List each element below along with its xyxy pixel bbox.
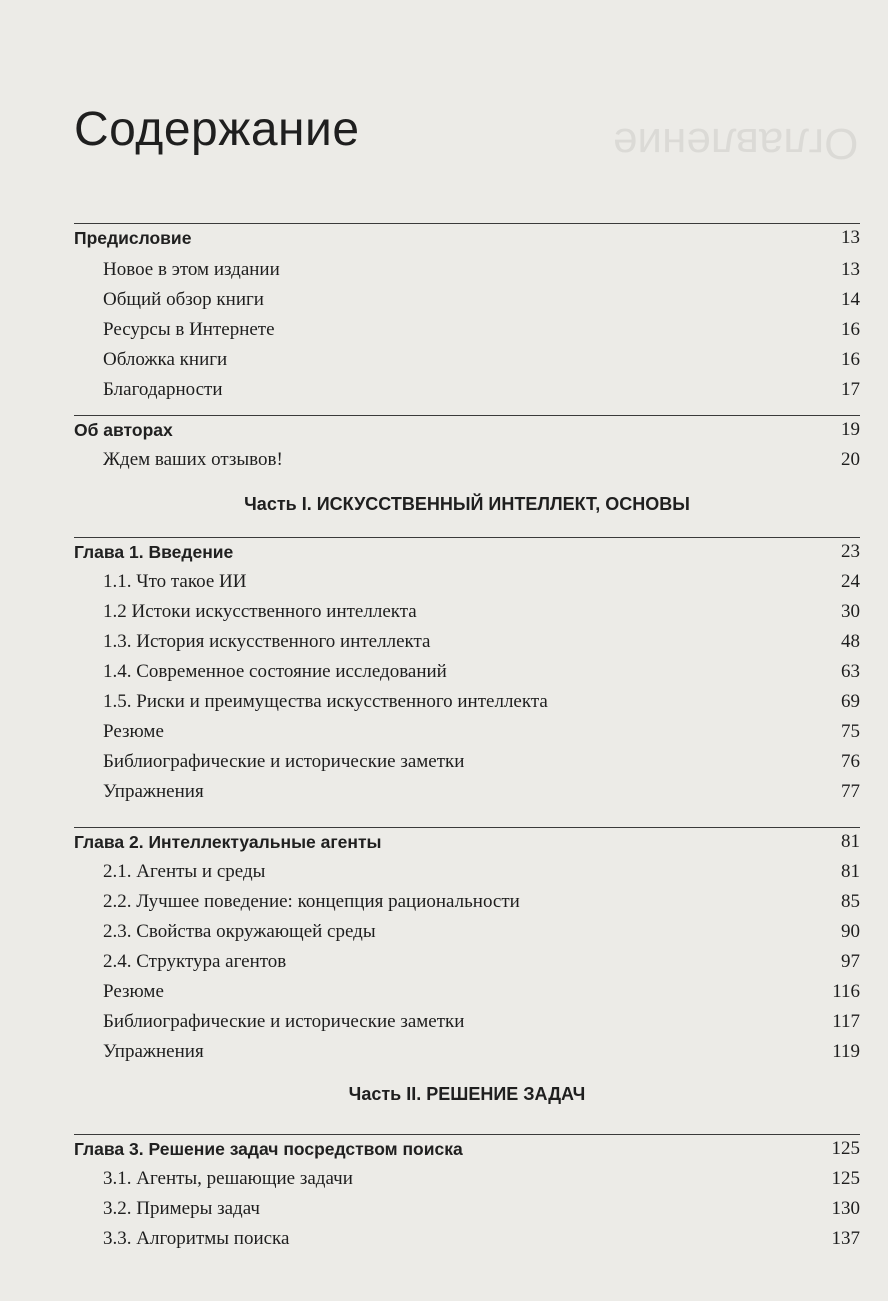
toc-chapter-entry[interactable] xyxy=(74,413,860,441)
page-number: 117 xyxy=(832,1011,860,1032)
page-number: 90 xyxy=(841,921,860,942)
page-number: 16 xyxy=(841,319,860,340)
entry-title: Глава 1. Введение xyxy=(74,542,234,562)
page-number: 119 xyxy=(832,1041,860,1062)
page-number: 81 xyxy=(841,861,860,882)
page-number: 30 xyxy=(841,601,860,622)
toc-chapter-entry[interactable] xyxy=(74,535,860,563)
entry-title: Об авторах xyxy=(74,420,173,440)
bleed-through-watermark: Оглавление xyxy=(612,119,858,168)
entry-title: 3.3. Алгоритмы поиска xyxy=(103,1228,290,1249)
page-number: 137 xyxy=(831,1228,860,1249)
entry-title: Предисловие xyxy=(74,228,192,248)
toc-section-entry[interactable] xyxy=(74,283,860,311)
entry-title: Резюме xyxy=(103,981,164,1002)
entry-title: Общий обзор книги xyxy=(103,289,264,310)
entry-title: 2.3. Свойства окружающей среды xyxy=(103,921,376,942)
toc-section-entry[interactable] xyxy=(74,1162,860,1190)
toc-section-entry[interactable] xyxy=(74,343,860,371)
entry-title: Ждем ваших отзывов! xyxy=(103,449,283,470)
page-number: 69 xyxy=(841,691,860,712)
toc-section-entry[interactable] xyxy=(74,443,860,471)
toc-section-entry[interactable] xyxy=(74,1222,860,1250)
toc-section-entry[interactable] xyxy=(74,1035,860,1063)
toc-section-entry[interactable] xyxy=(74,945,860,973)
entry-title: 2.1. Агенты и среды xyxy=(103,861,266,882)
page-number: 76 xyxy=(841,751,860,772)
entry-title: Библиографические и исторические заметки xyxy=(103,1011,465,1032)
toc-section-entry[interactable] xyxy=(74,655,860,683)
entry-title: Упражнения xyxy=(103,781,204,802)
page-number: 14 xyxy=(841,289,860,310)
toc-section-entry[interactable] xyxy=(74,745,860,773)
page-number: 19 xyxy=(841,419,860,440)
entry-title: 1.1. Что такое ИИ xyxy=(103,571,247,592)
entry-title: Обложка книги xyxy=(103,349,228,370)
entry-title: Библиографические и исторические заметки xyxy=(103,751,465,772)
toc-chapter-entry[interactable] xyxy=(74,825,860,853)
entry-title: 1.5. Риски и преимущества искусственного интеллекта xyxy=(103,691,548,712)
page-number: 75 xyxy=(841,721,860,742)
page-number: 13 xyxy=(841,227,860,248)
toc-section-entry[interactable] xyxy=(74,565,860,593)
toc-chapter-entry[interactable] xyxy=(74,221,860,249)
entry-title: Новое в этом издании xyxy=(103,259,280,280)
toc-section-entry[interactable] xyxy=(74,595,860,623)
toc-section-entry[interactable] xyxy=(74,313,860,341)
page-number: 48 xyxy=(841,631,860,652)
toc-section-entry[interactable] xyxy=(74,715,860,743)
toc-section-entry[interactable] xyxy=(74,885,860,913)
entry-title: Ресурсы в Интернете xyxy=(103,319,275,340)
toc-section-entry[interactable] xyxy=(74,685,860,713)
part-heading: Часть II. РЕШЕНИЕ ЗАДАЧ xyxy=(348,1084,586,1104)
page-number: 97 xyxy=(841,951,860,972)
page-number: 125 xyxy=(831,1138,860,1159)
entry-title: 1.2 Истоки искусственного интеллекта xyxy=(103,601,417,622)
entry-title: Глава 2. Интеллектуальные агенты xyxy=(74,832,382,852)
entry-title: Резюме xyxy=(103,721,164,742)
toc-section-entry[interactable] xyxy=(74,915,860,943)
page-number: 13 xyxy=(841,259,860,280)
page-number: 17 xyxy=(841,379,860,400)
entry-title: Глава 3. Решение задач посредством поиска xyxy=(74,1139,463,1159)
entry-title: Упражнения xyxy=(103,1041,204,1062)
entry-title: 1.3. История искусственного интеллекта xyxy=(103,631,431,652)
toc-section-entry[interactable] xyxy=(74,373,860,401)
entry-title: 3.1. Агенты, решающие задачи xyxy=(103,1168,353,1189)
page-number: 125 xyxy=(831,1168,860,1189)
page-number: 23 xyxy=(841,541,860,562)
toc-section-entry[interactable] xyxy=(74,253,860,281)
entry-title: 1.4. Современное состояние исследований xyxy=(103,661,447,682)
page-number: 16 xyxy=(841,349,860,370)
page-title: Содержание xyxy=(74,103,360,156)
page-number: 77 xyxy=(841,781,860,802)
entry-title: 2.4. Структура агентов xyxy=(103,951,287,972)
part-heading: Часть I. ИСКУССТВЕННЫЙ ИНТЕЛЛЕКТ, ОСНОВЫ xyxy=(244,494,690,514)
page-number: 63 xyxy=(841,661,860,682)
toc-section-entry[interactable] xyxy=(74,625,860,653)
page-number: 20 xyxy=(841,449,860,470)
page-number: 116 xyxy=(832,981,860,1002)
page-number: 130 xyxy=(831,1198,860,1219)
page-number: 81 xyxy=(841,831,860,852)
toc-section-entry[interactable] xyxy=(74,855,860,883)
entry-title: 2.2. Лучшее поведение: концепция рациональности xyxy=(103,891,520,912)
toc-section-entry[interactable] xyxy=(74,975,860,1003)
entry-title: Благодарности xyxy=(103,379,223,400)
toc-section-entry[interactable] xyxy=(74,1192,860,1220)
toc-chapter-entry[interactable] xyxy=(74,1132,860,1160)
page-number: 85 xyxy=(841,891,860,912)
toc-section-entry[interactable] xyxy=(74,1005,860,1033)
page-number: 24 xyxy=(841,571,860,592)
toc-section-entry[interactable] xyxy=(74,775,860,803)
entry-title: 3.2. Примеры задач xyxy=(103,1198,260,1219)
